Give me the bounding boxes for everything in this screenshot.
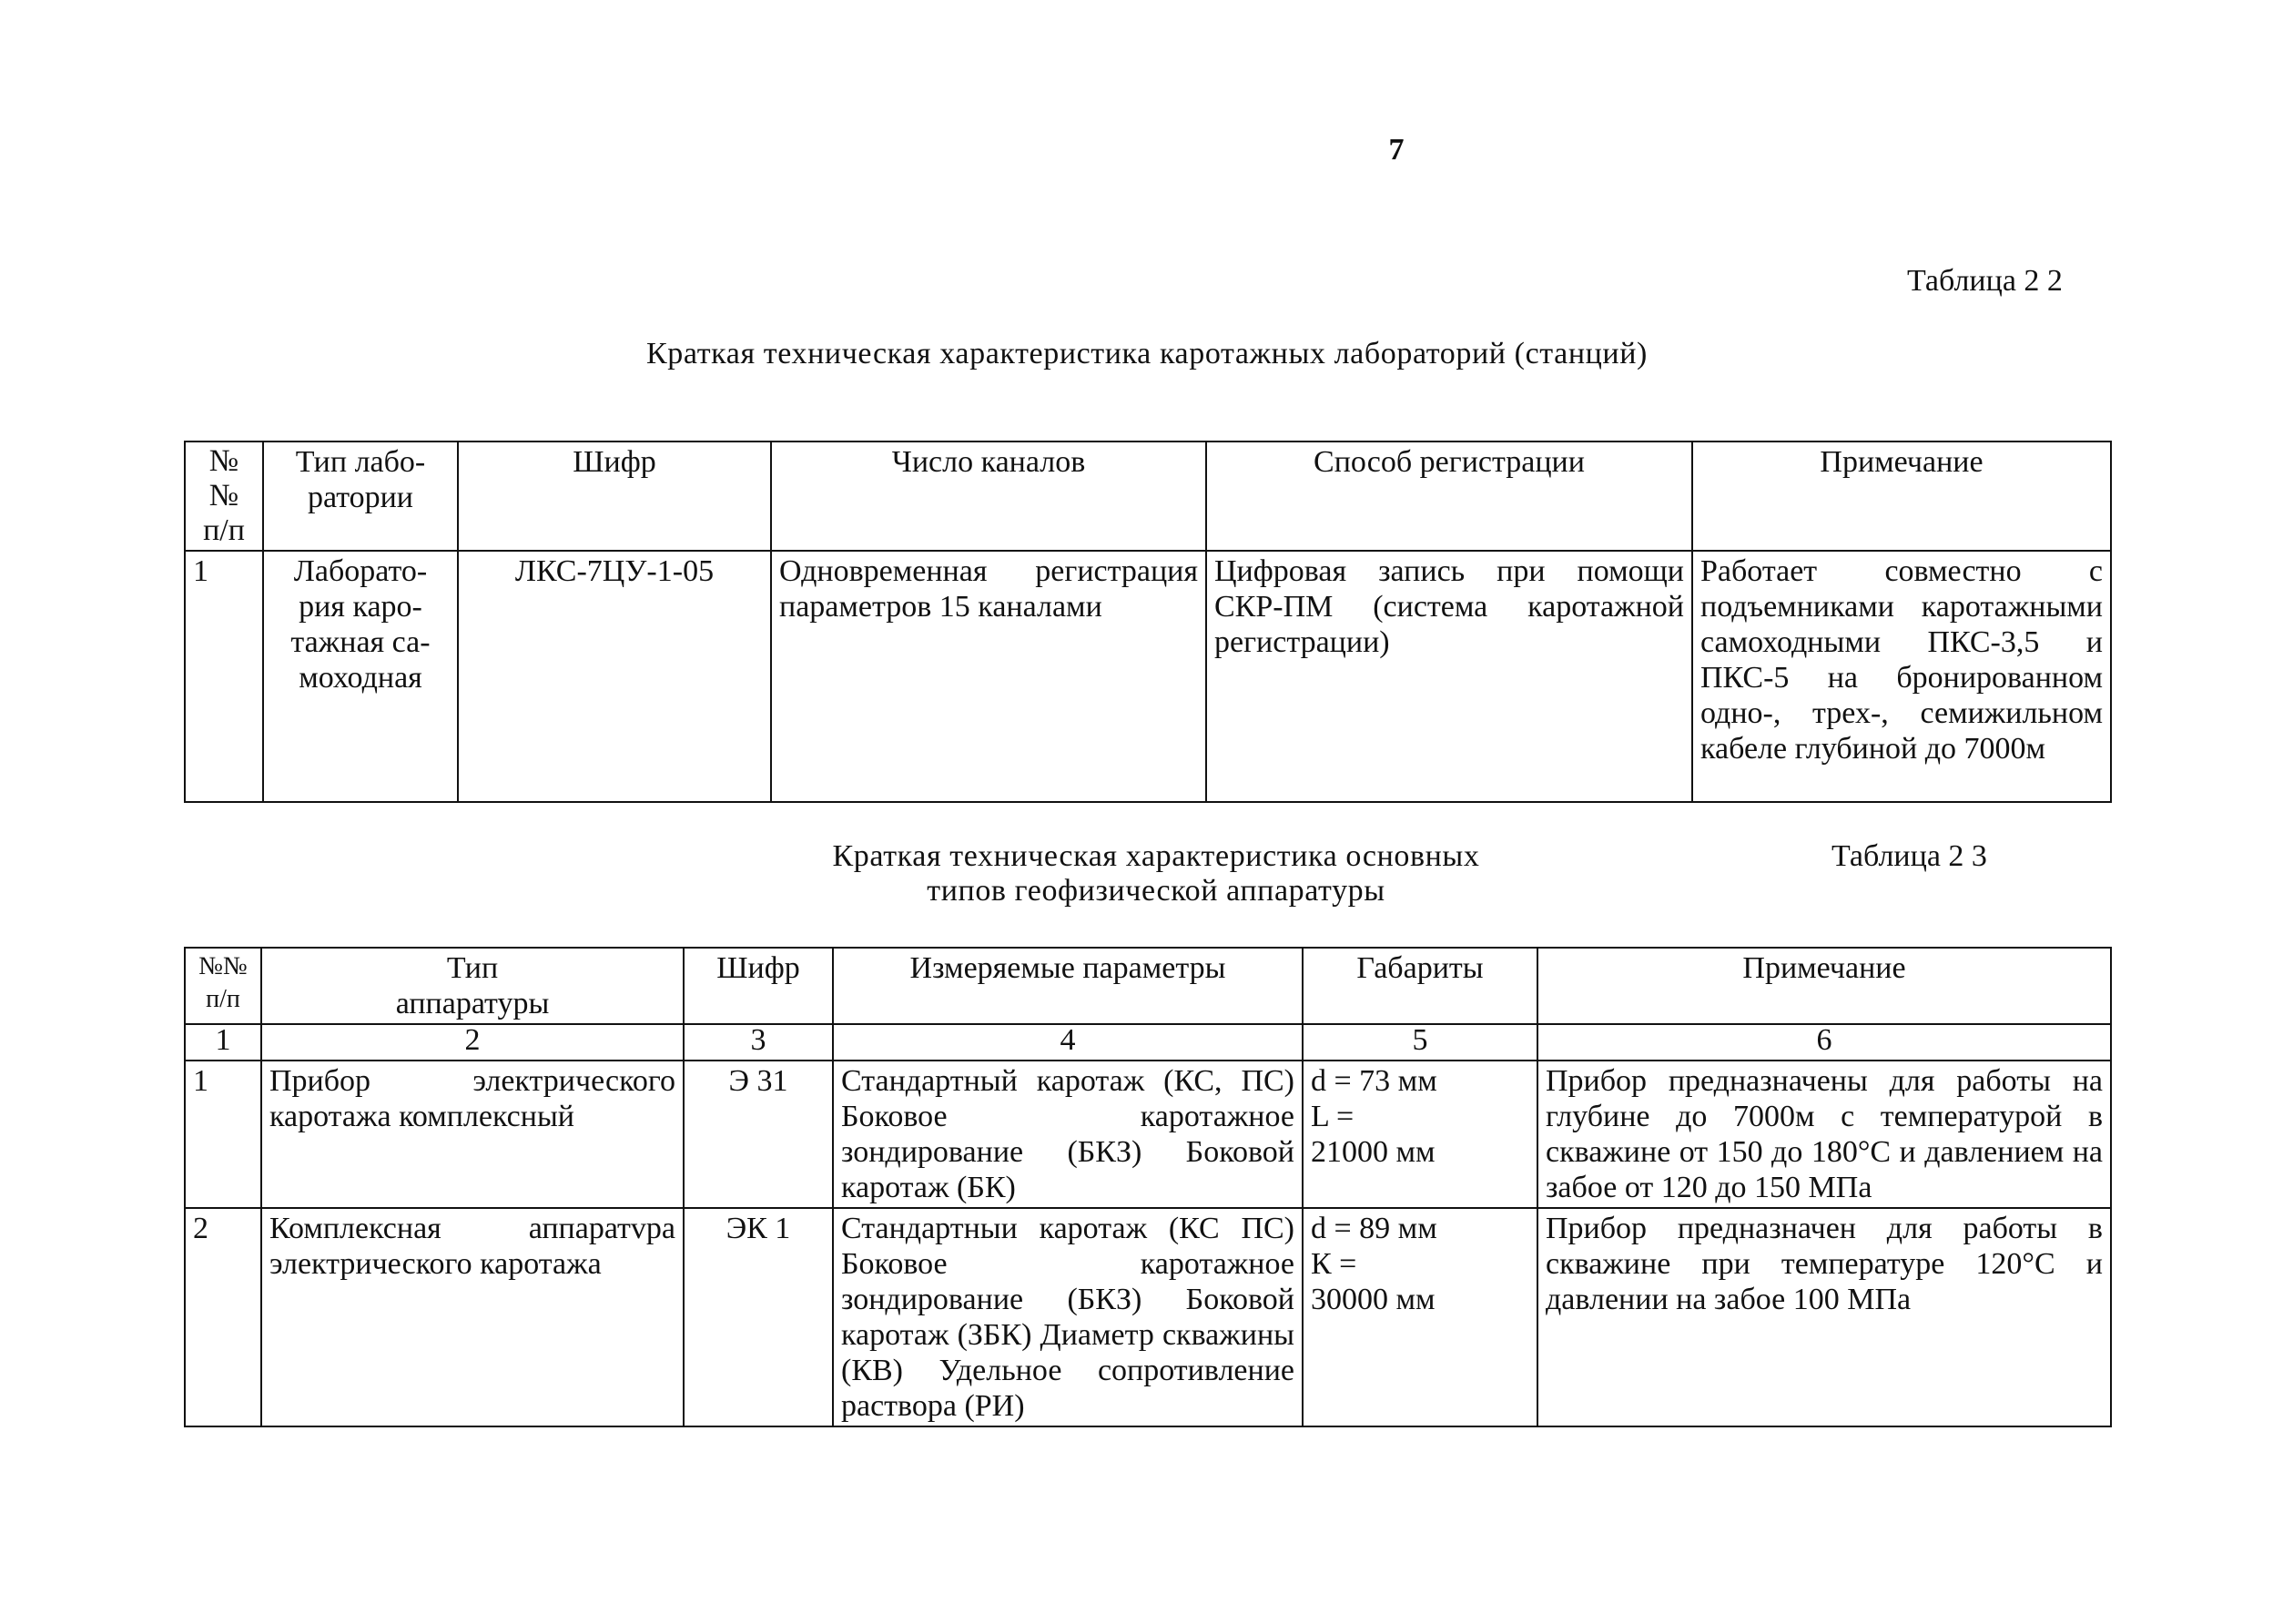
table22-header-channels: Число каналов [771,442,1206,551]
table22 [184,441,2112,803]
table23-header-type: Тип аппаратуры [261,948,684,1024]
table23-row2-type: Комплексная аппаратvра электрического каротажа [261,1208,684,1426]
table22-label: Таблица 2 2 [1907,264,2063,298]
table23-colnum-2: 2 [261,1024,684,1061]
table23 [184,947,2112,1427]
table23-label: Таблица 2 3 [1831,839,1987,873]
table-row [185,1061,2111,1208]
table22-title: Краткая техническая характеристика каротажных лабораторий (станций) [646,337,1648,370]
table23-row1-code: Э 31 [684,1061,833,1208]
table22-header-row [185,442,2111,551]
table23-row2-note: Прибор предназначен для работы в скважине при температуре 120°С и давлении на забое 100 МПа [1537,1208,2111,1426]
table23-colnum-4: 4 [833,1024,1303,1061]
table23-header-row [185,948,2111,1024]
table23-row1-note: Прибор предназначены для работы на глубине до 7000м с температурой в скважине от 150 до 180°С и давлением на забое от 120 до 150 МПа [1537,1061,2111,1208]
table23-row1-num: 1 [185,1061,261,1208]
table23-colnum-6: 6 [1537,1024,2111,1061]
table22-header-code: Шифр [458,442,771,551]
table23-header-code: Шифр [684,948,833,1024]
table22-header-method: Способ регистрации [1206,442,1692,551]
table22-row1-type: Лаборато- рия каро- тажная са- моходная [263,551,458,802]
table23-row1-dims: d = 73 мм L = 21000 мм [1303,1061,1537,1208]
table22-row1-note: Работает совместно с подъемниками каротажными самоходными ПКС-3,5 и ПКС-5 на бронированном одно-, трех-, семижильном кабеле глубиной до 7000м [1692,551,2111,802]
table-row [185,1208,2111,1426]
table23-colnum-1: 1 [185,1024,261,1061]
table-row [185,551,2111,802]
table23-row2-code: ЭК 1 [684,1208,833,1426]
table22-row1-method: Цифровая запись при помощи СКР-ПМ (система каротажной регистрации) [1206,551,1692,802]
table23-title-line2: типов геофизической аппаратуры [927,874,1385,908]
table22-header-type: Тип лабо- ратории [263,442,458,551]
table23-row2-dims: d = 89 мм К = 30000 мм [1303,1208,1537,1426]
page-number: 7 [1388,133,1405,167]
table22-row1-num: 1 [185,551,263,802]
table22-header-note: Примечание [1692,442,2111,551]
table23-header-num: №№ п/п [185,948,261,1024]
table22-row1-code: ЛКС-7ЦУ-1-05 [458,551,771,802]
table23-column-number-row [185,1024,2111,1061]
table23-header-dims: Габариты [1303,948,1537,1024]
table23-row1-type: Прибор электрического каротажа комплексный [261,1061,684,1208]
table23-row1-params: Стандартный каротаж (КС, ПС) Боковое каротажное зондирование (БКЗ) Боковой каротаж (БК) [833,1061,1303,1208]
table23-colnum-3: 3 [684,1024,833,1061]
table22-header-num: № № п/п [185,442,263,551]
table23-colnum-5: 5 [1303,1024,1537,1061]
table23-header-params: Измеряемые параметры [833,948,1303,1024]
table22-row1-channels: Одновременная регистрация параметров 15 каналами [771,551,1206,802]
table23-title-line1: Краткая техническая характеристика основных [832,839,1480,873]
table23-row2-num: 2 [185,1208,261,1426]
table23-row2-params: Стандартныи каротаж (КС ПС) Боковое каротажное зондирование (БКЗ) Боковой каротаж (ЗБК) Диаметр скважины (КВ) Удельное сопротивление раствора (РИ) [833,1208,1303,1426]
table23-header-note: Примечание [1537,948,2111,1024]
